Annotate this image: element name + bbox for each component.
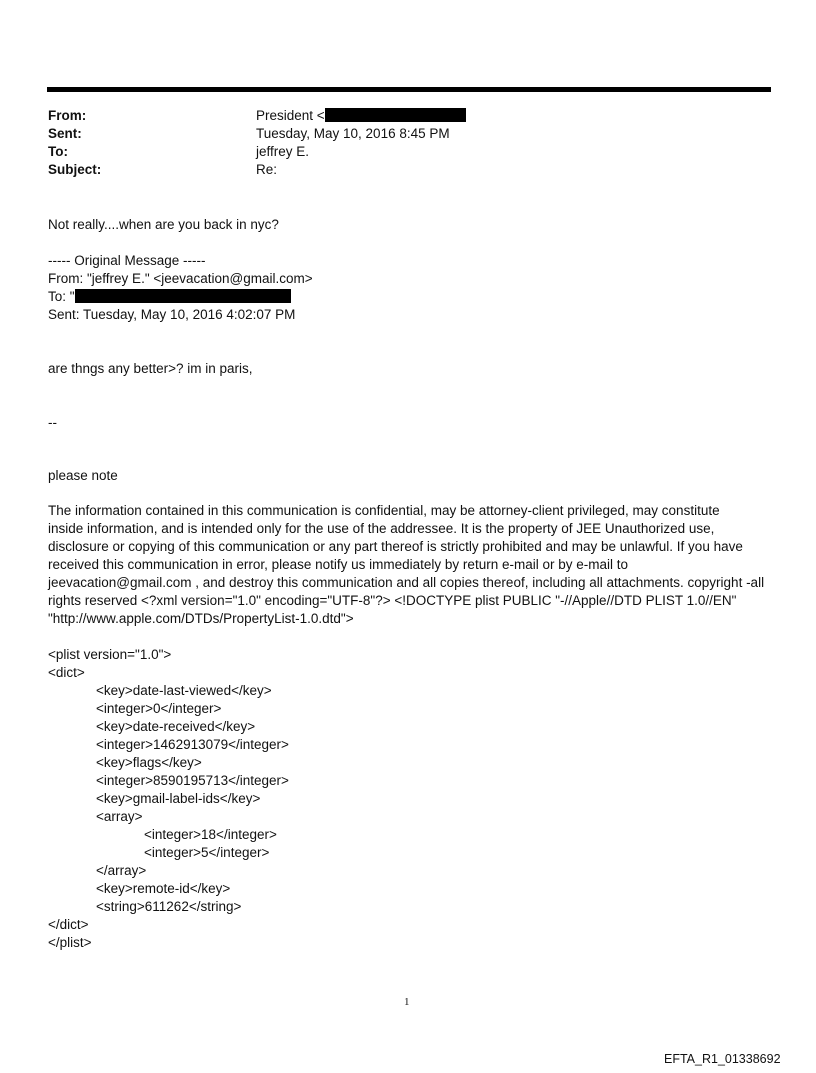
message-text: are thngs any better>? im in paris, (48, 361, 253, 376)
from-value (256, 107, 466, 125)
plist-block (48, 646, 289, 952)
plist-line: <integer>1462913079</integer> (96, 737, 289, 752)
sent-label: Sent: (48, 126, 82, 141)
to-label: To: (48, 144, 68, 159)
disclaimer-line: The information contained in this communication is confidential, may be attorney-client privileged, may constitute (48, 503, 720, 518)
bates-number: EFTA_R1_01338692 (664, 1052, 781, 1066)
reply-text: Not really....when are you back in nyc? (48, 217, 279, 232)
disclaimer (48, 502, 778, 628)
subject-value: Re: (256, 162, 278, 177)
plist-line: <integer>18</integer> (144, 827, 277, 842)
disclaimer-line: received this communication in error, please notify us immediately by return e-mail or by e-mail to (48, 557, 628, 572)
redaction-bar (75, 289, 291, 303)
plist-line: <dict> (48, 665, 85, 680)
from-label: From: (48, 108, 87, 123)
plist-line: <key>remote-id</key> (96, 881, 231, 896)
original-sent: Sent: Tuesday, May 10, 2016 4:02:07 PM (48, 307, 296, 322)
plist-line: </array> (96, 863, 147, 878)
plist-line: <array> (96, 809, 143, 824)
plist-line: <integer>8590195713</integer> (96, 773, 289, 788)
original-message-marker: ----- Original Message ----- (48, 253, 206, 268)
to-value: jeffrey E. (256, 144, 310, 159)
original-to (48, 288, 291, 306)
plist-line: <plist version="1.0"> (48, 647, 172, 662)
plist-line: <integer>5</integer> (144, 845, 270, 860)
plist-line: </plist> (48, 935, 92, 950)
original-from: From: "jeffrey E." <jeevacation@gmail.com> (48, 271, 313, 286)
subject-label: Subject: (48, 162, 102, 177)
page-number: 1 (404, 996, 410, 1008)
plist-line: </dict> (48, 917, 89, 932)
disclaimer-line: disclosure or copying of this communication or any part thereof is strictly prohibited and may be unlawful. If you have (48, 539, 743, 554)
redaction-bar (325, 108, 466, 122)
from-name: President < (256, 108, 325, 123)
original-to-label: To: " (48, 289, 75, 304)
signature-dash: -- (48, 415, 57, 430)
plist-line: <key>date-last-viewed</key> (96, 683, 272, 698)
disclaimer-line: "http://www.apple.com/DTDs/PropertyList-1.0.dtd"> (48, 611, 354, 626)
please-note: please note (48, 468, 118, 483)
plist-line: <key>date-received</key> (96, 719, 256, 734)
header-rule (47, 87, 771, 92)
plist-line: <string>611262</string> (96, 899, 242, 914)
plist-line: <key>gmail-label-ids</key> (96, 791, 261, 806)
sent-value: Tuesday, May 10, 2016 8:45 PM (256, 126, 450, 141)
disclaimer-line: rights reserved <?xml version="1.0" encoding="UTF-8"?> <!DOCTYPE plist PUBLIC "-//Apple//DTD PLIST 1.0//EN" (48, 593, 737, 608)
plist-line: <integer>0</integer> (96, 701, 222, 716)
disclaimer-line: inside information, and is intended only for the use of the addressee. It is the property of JEE Unauthorized use, (48, 521, 715, 536)
disclaimer-line: jeevacation@gmail.com , and destroy this communication and all copies thereof, including all attachments. copyright -all (48, 575, 765, 590)
plist-line: <key>flags</key> (96, 755, 202, 770)
